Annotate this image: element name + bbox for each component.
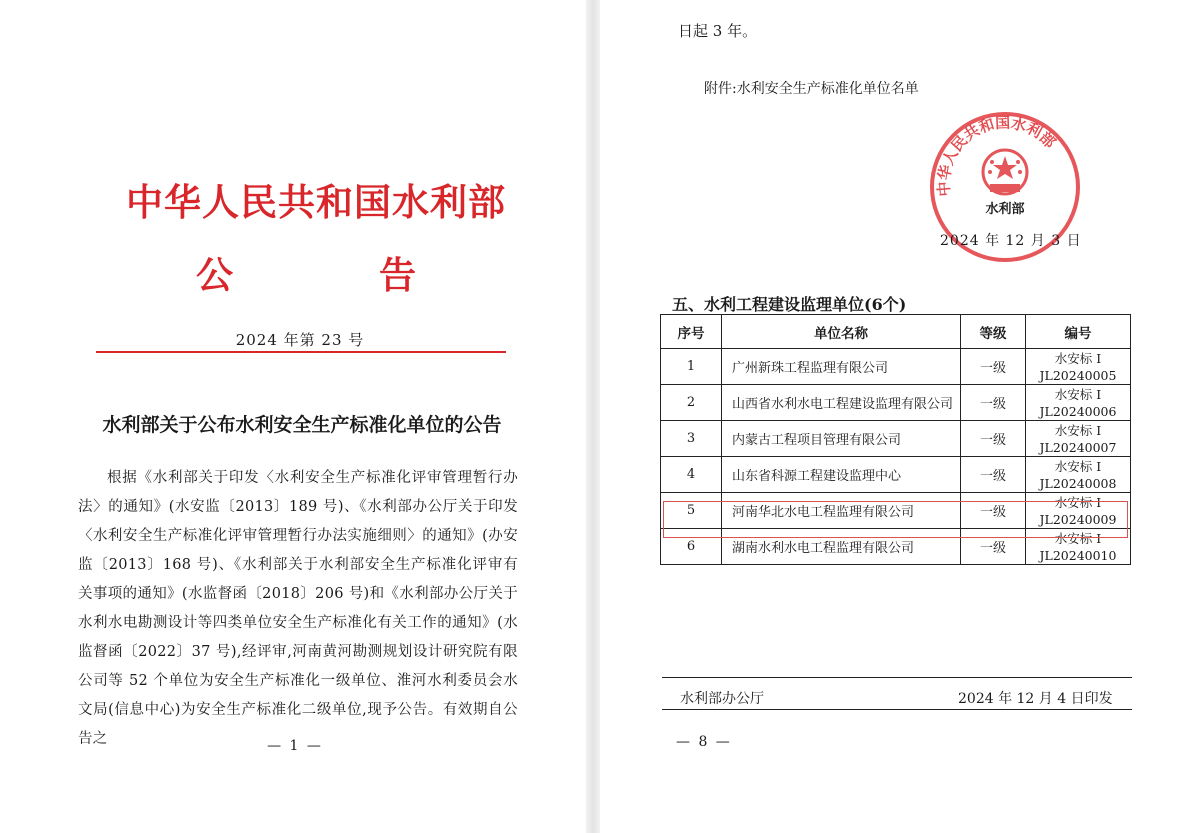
row-level: 一级: [961, 349, 1026, 385]
code-number: JL20240005: [1039, 367, 1117, 383]
table-row: [661, 421, 1131, 457]
code-prefix: 水安标 I: [1054, 386, 1102, 402]
organization-title: 中华人民共和国水利部: [126, 180, 506, 224]
row-level: 一级: [961, 457, 1026, 493]
header-code: 编号: [1026, 315, 1131, 349]
table-row-highlighted: [661, 493, 1131, 529]
attachment-line: 附件:水利安全生产标准化单位名单: [704, 81, 919, 97]
row-no: 5: [661, 493, 722, 529]
code-prefix: 水安标 I: [1054, 458, 1102, 474]
body-paragraph: 根据《水利部关于印发〈水利安全生产标准化评审管理暂行办法〉的通知》(水安监〔2013〕189 号)、《水利部办公厅关于印发〈水利安全生产标准化评审管理暂行办法实施细则〉的通知》(办安监〔2013〕168 号)、《水利部关于水利部安全生产标准化评审有关事项的通知》(水监督函〔2018〕206 号)和《水利部办公厅关于水利水电勘测设计等四类单位安全生产标准化有关工作的通知》(水监督函〔2022〕37 号),经评审,河南黄河勘测规划设计研究院有限公司等 52 个单位为安全生产标准化一级单位、淮河水利委员会水文局(信息中心)为安全生产标准化二级单位,现予公告。有效期自公告之: [78, 470, 518, 747]
footer-rule-bottom: [662, 709, 1132, 710]
print-date: 2024 年 12 月 4 日印发: [958, 691, 1113, 707]
row-level: 一级: [961, 421, 1026, 457]
table-row: [661, 529, 1131, 565]
doc-title: 水利部关于公布水利安全生产标准化单位的公告: [102, 414, 502, 436]
row-code: [1026, 385, 1131, 421]
row-code: [1026, 349, 1131, 385]
notice-char-2: 告: [379, 253, 416, 297]
supervision-units-table: [660, 314, 1131, 565]
seal-ring-text: 中华人民共和国水利部: [934, 113, 1059, 198]
row-no: 4: [661, 457, 722, 493]
row-name: 内蒙古工程项目管理有限公司: [722, 421, 961, 457]
row-no: 2: [661, 385, 722, 421]
row-level: 一级: [961, 385, 1026, 421]
table-row: [661, 385, 1131, 421]
page-number-right: — 8 —: [676, 734, 732, 750]
row-name: 广州新珠工程监理有限公司: [722, 349, 961, 385]
signature-date: 2024 年 12 月 3 日: [940, 233, 1082, 249]
notice-label: [196, 245, 416, 299]
code-prefix: 水安标 I: [1054, 350, 1102, 366]
doc-number: 2024 年第 23 号: [235, 331, 365, 349]
row-no: 3: [661, 421, 722, 457]
code-prefix: 水安标 I: [1054, 530, 1102, 546]
left-page: [0, 0, 590, 833]
row-name: 河南华北水电工程监理有限公司: [722, 493, 961, 529]
issuer: 水利部办公厅: [680, 691, 764, 707]
section-heading: 五、水利工程建设监理单位(6个): [672, 295, 907, 314]
row-code: [1026, 493, 1131, 529]
row-no: 6: [661, 529, 722, 565]
row-level: 一级: [961, 529, 1026, 565]
row-code: [1026, 457, 1131, 493]
row-no: 1: [661, 349, 722, 385]
notice-char-1: 公: [196, 253, 233, 297]
page-number-left: — 1 —: [267, 738, 323, 754]
code-prefix: 水安标 I: [1054, 422, 1102, 438]
table-row: [661, 457, 1131, 493]
table-header-row: [661, 315, 1131, 349]
code-number: JL20240006: [1039, 403, 1117, 419]
row-name: 湖南水利水电工程监理有限公司: [722, 529, 961, 565]
code-number: JL20240010: [1039, 547, 1117, 563]
table-row: [661, 349, 1131, 385]
national-emblem-icon: [983, 150, 1027, 194]
row-name: 山西省水利水电工程建设监理有限公司: [722, 385, 961, 421]
row-level: 一级: [961, 493, 1026, 529]
code-number: JL20240008: [1039, 475, 1117, 491]
code-number: JL20240007: [1039, 439, 1117, 455]
continued-text: 日起 3 年。: [678, 22, 758, 40]
row-name: 山东省科源工程建设监理中心: [722, 457, 961, 493]
red-divider: [96, 351, 506, 353]
header-no: 序号: [661, 315, 722, 349]
code-prefix: 水安标 I: [1054, 494, 1102, 510]
row-code: [1026, 529, 1131, 565]
header-level: 等级: [961, 315, 1026, 349]
header-name: 单位名称: [722, 315, 961, 349]
book-gutter: [586, 0, 600, 833]
row-code: [1026, 421, 1131, 457]
seal-center-text: 水利部: [985, 202, 1025, 217]
footer-rule-top: [662, 677, 1132, 678]
code-number: JL20240009: [1039, 511, 1117, 527]
